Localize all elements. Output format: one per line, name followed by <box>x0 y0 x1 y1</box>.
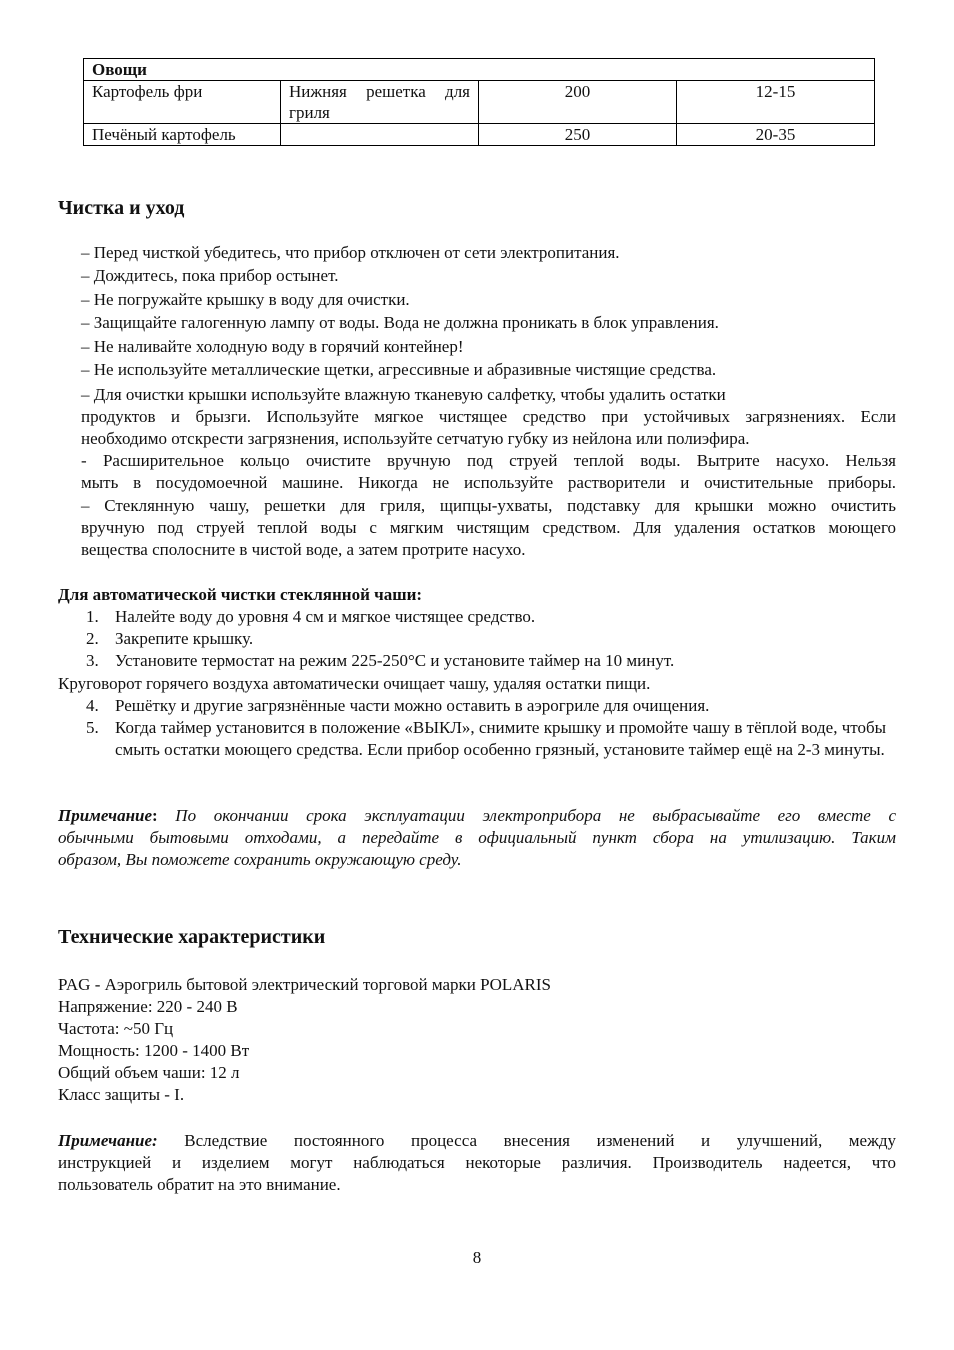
care-paragraph-bowl <box>81 495 896 561</box>
note-text: По окончании срока эксплуатации электроприбора не выбрасывайте его вместе с <box>157 806 896 825</box>
note-label: Примечание <box>58 806 153 825</box>
note-line: образом, Вы поможете сохранить окружающую среду. <box>58 850 462 869</box>
care-item: – Не используйте металлические щетки, агрессивные и абразивные чистящие средства. <box>81 359 717 379</box>
table-cell-time: 20-35 <box>677 124 875 146</box>
list-item <box>86 650 896 672</box>
table-section-row <box>84 59 875 81</box>
spec-line: Общий объем чаши: 12 л <box>58 1063 240 1082</box>
spec-line: Мощность: 1200 - 1400 Вт <box>58 1041 250 1060</box>
paragraph-line: необходимо отскрести загрязнения, используйте сетчатую губку из нейлона или полиэфира. <box>81 429 750 448</box>
position-line-2: гриля <box>289 103 330 122</box>
table-cell-name: Печёный картофель <box>84 124 281 146</box>
note-line <box>58 1130 896 1152</box>
care-paragraph-ring <box>81 450 896 494</box>
step-text: Решётку и другие загрязнённые части можно оставить в аэрогриле для очищения. <box>115 696 710 715</box>
care-item: – Защищайте галогенную лампу от воды. Вода не должна проникать в блок управления. <box>81 313 719 333</box>
note-line: инструкцией и изделием могут наблюдаться некоторые различия. Производитель надеется, что <box>58 1153 896 1172</box>
note-line: обычными бытовыми отходами, а передайте в официальный пункт сбора на утилизацию. Таким <box>58 828 896 847</box>
step-number: 4. <box>86 696 99 715</box>
care-list <box>81 242 896 382</box>
step-text: Установите термостат на режим 225-250°С и установите таймер на 10 минут. <box>115 651 675 670</box>
auto-clean-steps <box>86 606 896 672</box>
step-number: 1. <box>86 607 99 626</box>
list-item <box>86 628 896 650</box>
table-cell-position <box>281 124 479 146</box>
changes-note <box>58 1130 896 1196</box>
disposal-note <box>58 805 896 871</box>
cooking-table <box>83 58 875 146</box>
paragraph-line: - Расширительное кольцо очистите вручную под струей теплой воды. Вытрите насухо. Нельзя <box>81 451 896 470</box>
table-cell-time: 12-15 <box>677 81 875 124</box>
page-number: 8 <box>472 1248 482 1267</box>
spec-line: Напряжение: 220 - 240 В <box>58 997 238 1016</box>
spec-line: PAG - Аэрогриль бытовой электрический торговой марки POLARIS <box>58 975 551 994</box>
auto-clean-interlude: Круговорот горячего воздуха автоматически очищает чашу, удаляя остатки пищи. <box>58 674 651 693</box>
auto-clean-heading: Для автоматической чистки стеклянной чаши: <box>58 585 423 604</box>
table-section-label: Овощи <box>84 59 875 81</box>
care-item: – Дождитесь, пока прибор остынет. <box>81 266 339 286</box>
care-item: – Перед чисткой убедитесь, что прибор отключен от сети электропитания. <box>81 243 620 262</box>
paragraph-line: – Для очистки крышки используйте влажную тканевую салфетку, чтобы удалить остатки <box>81 385 726 404</box>
care-item: – Не погружайте крышку в воду для очистки. <box>81 289 410 309</box>
note-colon: : <box>152 806 158 825</box>
care-item: – Не наливайте холодную воду в горячий контейнер! <box>81 336 464 356</box>
care-heading: Чистка и уход <box>58 197 185 219</box>
specs-heading: Технические характеристики <box>58 926 326 948</box>
step-number: 5. <box>86 718 99 737</box>
step-number: 2. <box>86 629 99 648</box>
specs-list <box>58 974 551 1106</box>
note-text: Вследствие постоянного процесса внесения изменений и улучшений, между <box>157 1131 896 1150</box>
note-line: пользователь обратит на это внимание. <box>58 1175 341 1194</box>
step-text: Когда таймер установится в положение «ВЫКЛ», снимите крышку и промойте чашу в тёплой воде, чтобы смыть остатки моющего средства. Если прибор особенно грязный, установите таймер ещё на 2-3 минуты. <box>115 718 887 759</box>
table-row <box>84 81 875 124</box>
table-cell-position <box>281 81 479 124</box>
step-number: 3. <box>86 651 99 670</box>
paragraph-line: мыть в посудомоечной машине. Никогда не используйте растворители и очистительные приборы. <box>81 473 896 492</box>
spec-line: Класс защиты - I. <box>58 1085 185 1104</box>
paragraph-line: продуктов и брызги. Используйте мягкое чистящее средство при устойчивых загрязнениях. Если <box>81 407 896 426</box>
table-cell-name: Картофель фри <box>84 81 281 124</box>
paragraph-line: вручную под струей теплой воды с мягким чистящим средством. Для удаления остатков моющего <box>81 518 896 537</box>
list-item <box>86 695 896 717</box>
table-cell-temp: 250 <box>479 124 677 146</box>
paragraph-line: – Стеклянную чашу, решетки для гриля, щипцы-ухваты, подставку для крышки можно очистить <box>81 496 896 515</box>
step-text: Закрепите крышку. <box>115 629 254 648</box>
table-row <box>84 124 875 146</box>
list-item <box>86 717 896 761</box>
paragraph-line: вещества сполосните в чистой воде, а затем протрите насухо. <box>81 540 526 559</box>
list-item <box>86 606 896 628</box>
table-cell-temp: 200 <box>479 81 677 124</box>
step-text: Налейте воду до уровня 4 см и мягкое чистящее средство. <box>115 607 536 626</box>
auto-clean-steps-continued <box>86 695 896 761</box>
note-label: Примечание: <box>58 1131 158 1150</box>
note-line <box>58 805 896 827</box>
care-paragraph-lid <box>81 384 896 450</box>
spec-line: Частота: ~50 Гц <box>58 1019 174 1038</box>
position-line-1: Нижняя решетка для <box>289 82 470 101</box>
